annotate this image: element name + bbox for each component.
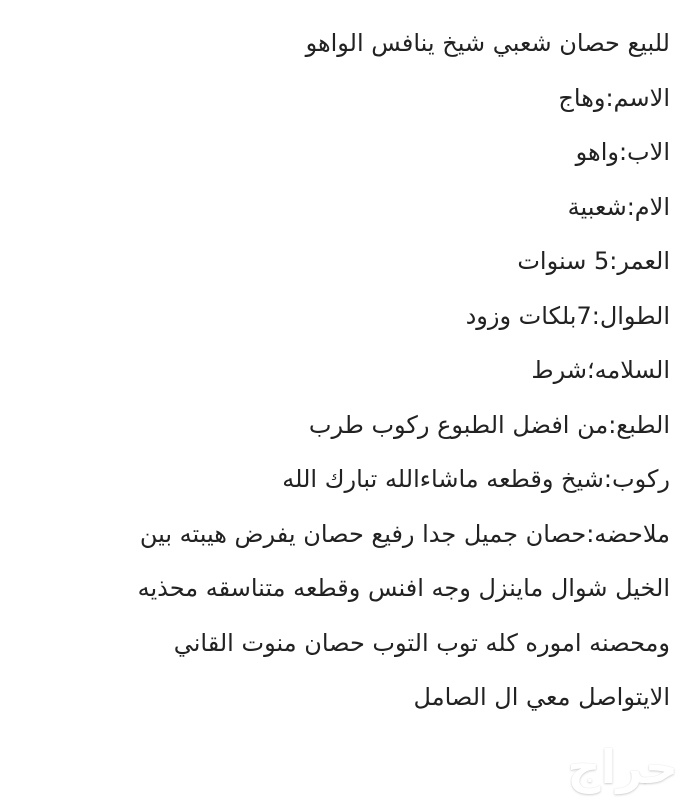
note-line-3: ومحصنه اموره كله توب التوب حصان منوت القاني bbox=[173, 628, 670, 657]
note-line-1: ملاحضه:حصان جميل جدا رفيع حصان يفرض هيبته بين bbox=[139, 519, 670, 548]
father-line: الاب:واهو bbox=[575, 138, 670, 166]
name-line: الاسم:وهاج bbox=[558, 83, 670, 112]
age-line: العمر:5 سنوات bbox=[517, 247, 670, 275]
ad-description bbox=[30, 16, 670, 725]
contact-line: الايتواصل معي ال الصامل bbox=[413, 683, 670, 711]
mother-line: الام:شعبية bbox=[567, 192, 670, 221]
note-line-2: الخيل شوال ماينزل وجه افنس وقطعه متناسقه محذيه bbox=[137, 574, 670, 602]
haraj-watermark-logo: حراج bbox=[567, 740, 678, 794]
height-line: الطوال:7بلكات وزود bbox=[465, 301, 670, 330]
ad-title-line: للبيع حصان شعبي شيخ ينافس الواهو bbox=[305, 29, 670, 57]
riding-line: ركوب:شيخ وقطعه ماشاءالله تبارك الله bbox=[282, 465, 670, 493]
temperament-line: الطبع:من افضل الطبوع ركوب طرب bbox=[308, 410, 670, 439]
health-line: السلامه؛شرط bbox=[531, 356, 670, 384]
